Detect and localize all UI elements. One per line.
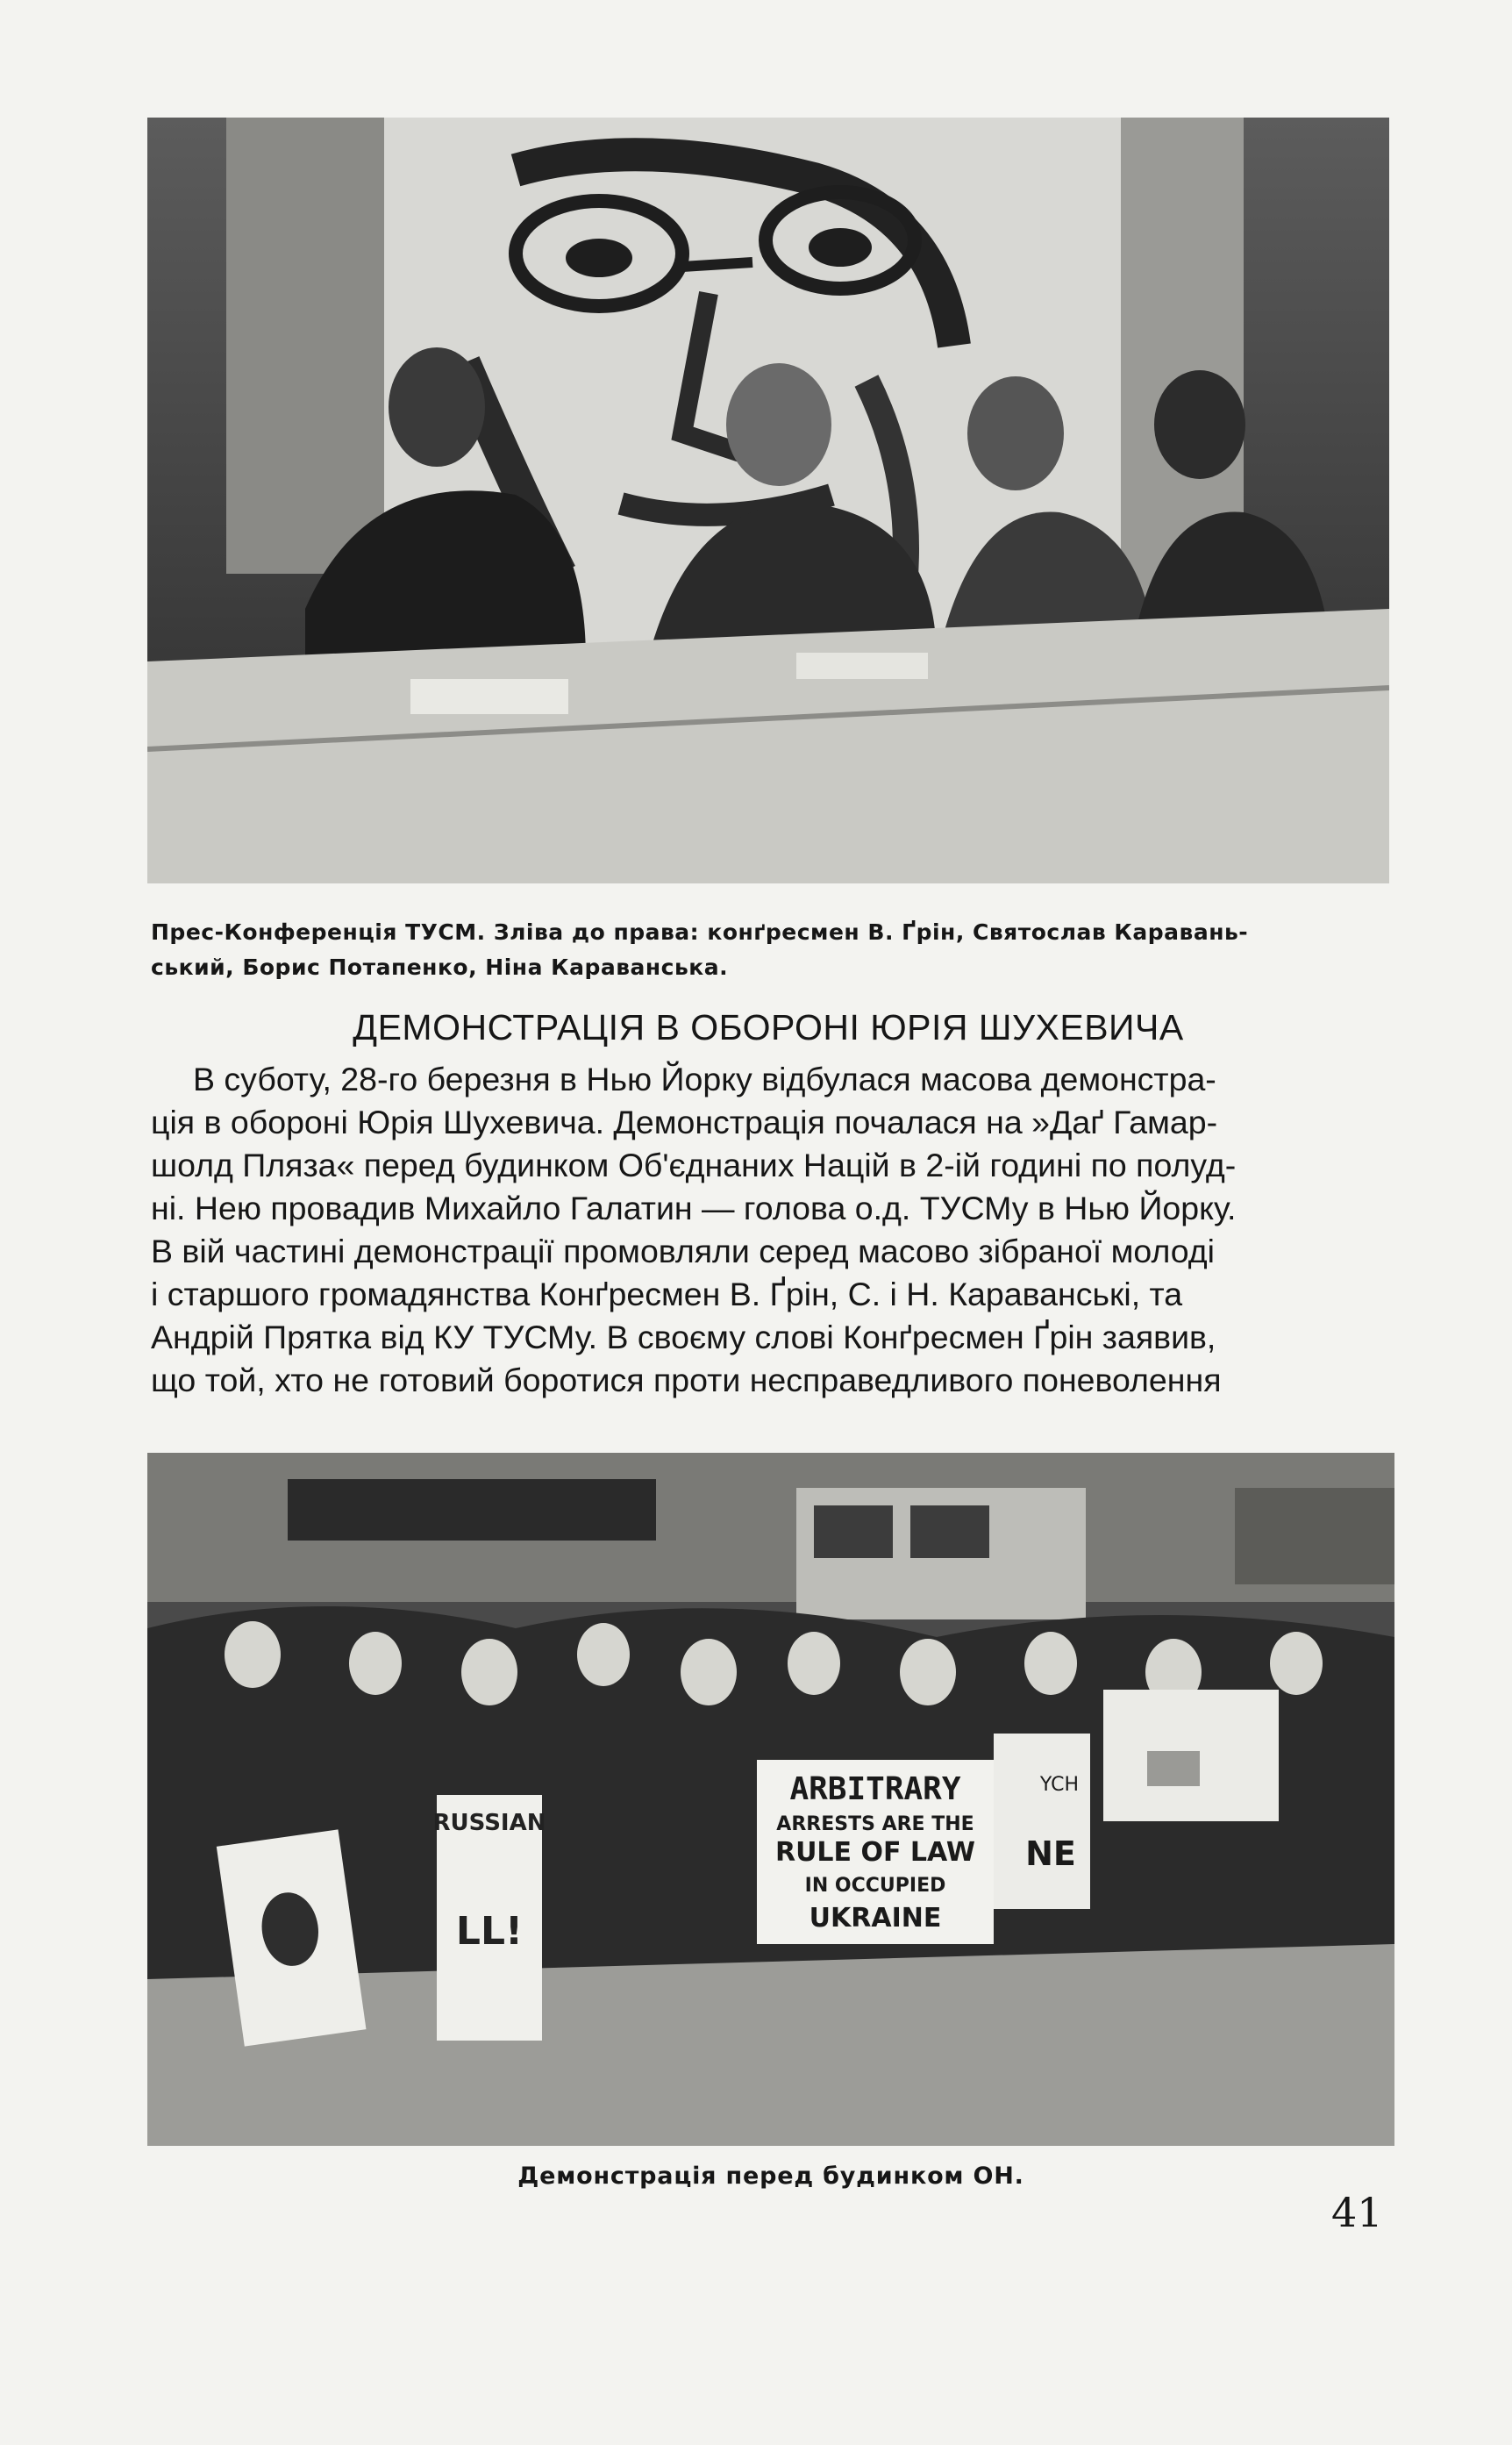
sign-text: RULE OF LAW [774, 1837, 976, 1868]
article-body [151, 1058, 1387, 1402]
body-line: В вій частині демонстрації промовляли серед масово зібраної молоді [151, 1233, 1216, 1269]
caption-line: Прес-Конференція ТУСМ. Зліва до права: конґресмен В. Ґрін, Святослав Каравань- [151, 919, 1249, 945]
body-line: Андрій Прятка від КУ ТУСМу. В своєму слові Конґресмен Ґрін заявив, [151, 1319, 1216, 1355]
press-conference-image [147, 118, 1389, 883]
body-line: В суботу, 28-го березня в Нью Йорку відбулася масова демонстра- [193, 1061, 1216, 1097]
demonstration-image [147, 1453, 1394, 2146]
sign-text: LL! [455, 1909, 524, 1954]
sign-text: NE [1025, 1834, 1076, 1873]
page-number: 41 [1331, 2189, 1383, 2236]
demonstration-photo [147, 1453, 1394, 2146]
photo-caption: Демонстрація перед будинком ОН. [517, 2163, 1024, 2190]
sign-text: IN OCCUPIED [804, 1875, 946, 1897]
body-line: і старшого громадянства Конґресмен В. Ґрін, С. і Н. Караванські, та [151, 1276, 1183, 1312]
photo-caption [151, 915, 1387, 985]
sign-text: RUSSIAN [432, 1810, 546, 1836]
sign-text: YCH [1039, 1774, 1080, 1796]
body-line: шолд Пляза« перед будинком Об'єднаних Націй в 2-ій годині по полуд- [151, 1147, 1237, 1183]
article-headline: ДЕМОНСТРАЦІЯ В ОБОРОНІ ЮРІЯ ШУХЕВИЧА [353, 1007, 1184, 1047]
sign-text: ARBITRARY [789, 1771, 961, 1807]
body-line: що той, хто не готовий боротися проти несправедливого поневолення [151, 1362, 1222, 1398]
sign-text: ARRESTS ARE THE [776, 1813, 974, 1835]
sign-text: UKRAINE [809, 1903, 942, 1934]
body-line: ні. Нею провадив Михайло Галатин — голова о.д. ТУСМу в Нью Йорку. [151, 1190, 1237, 1226]
press-conference-photo [147, 118, 1389, 883]
body-line: ція в обороні Юрія Шухевича. Демонстрація почалася на »Даґ Гамар- [151, 1104, 1218, 1140]
caption-line: ський, Борис Потапенко, Ніна Караванська. [151, 954, 729, 980]
